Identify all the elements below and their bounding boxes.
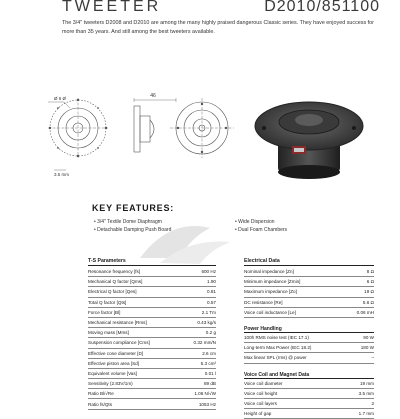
table-row <box>244 399 374 409</box>
key-features-left <box>94 218 171 234</box>
page-title: TWEETER <box>62 0 162 15</box>
ts-parameters-table <box>88 258 216 410</box>
row-label: Sensitivity (2.83V/1m) <box>88 381 133 387</box>
row-label: Max linear SPL (rms) @ power <box>244 355 307 361</box>
row-label: Maximum impedance [Zo] <box>244 289 297 295</box>
row-value: 600 Hz <box>201 269 216 275</box>
row-value: 0.43 kg/s <box>197 320 216 326</box>
row-label: Ratio Bl/√Re <box>88 391 114 397</box>
row-label: Height of gap <box>244 411 272 417</box>
feature-item: • 3/4" Textile Dome Diaphragm <box>94 219 162 225</box>
table-row <box>244 267 374 277</box>
row-label: Total Q factor [Qts] <box>88 299 127 305</box>
row-value: 2.1 Tm <box>201 309 216 315</box>
feature-item: • Dual Foam Chambers <box>235 227 288 233</box>
table-row <box>244 298 374 308</box>
table-row <box>88 369 216 379</box>
row-label: Nominal impedance [Zn] <box>244 269 294 275</box>
intro-paragraph: The 3/4" tweeters D2008 and D2010 are among the many highly praised dangerous Classic series. They have enjoyed success for more than 35 years. And still among the best tweeters available. <box>62 20 374 35</box>
table-row <box>88 338 216 348</box>
row-value: – <box>371 355 374 361</box>
table-row <box>88 298 216 308</box>
row-label: Equivalent volume [Vas] <box>88 370 137 376</box>
key-features-right <box>235 218 287 234</box>
row-label: 100h RMS noise test (IEC 17.1) <box>244 335 309 341</box>
row-value: 5.3 cm² <box>200 360 216 366</box>
table-row <box>244 277 374 287</box>
key-features-title: KEY FEATURES: <box>92 203 175 213</box>
table-row <box>244 333 374 343</box>
electrical-data-table <box>244 258 374 419</box>
row-label: Effective cone diameter [D] <box>88 350 144 356</box>
row-value: 0.01 l <box>204 370 216 376</box>
row-label: Force factor [Bl] <box>88 309 121 315</box>
tweeter-photo <box>250 88 368 184</box>
row-value: 1053 Hz <box>198 401 216 407</box>
table-row <box>244 308 374 318</box>
row-value: 0.06 mH <box>356 309 374 315</box>
row-label: DC resistance [Re] <box>244 299 283 305</box>
row-value: 3.5 mm <box>358 390 374 396</box>
row-value: 1.90 <box>207 279 216 285</box>
row-label: Voice coil diameter <box>244 380 283 386</box>
model-number: D2010/851100 <box>264 0 380 15</box>
row-value: 180 W <box>360 345 374 351</box>
row-label: Electrical Q factor [Qes] <box>88 289 137 295</box>
table-row <box>244 343 374 353</box>
row-value: 19 mm <box>359 380 374 386</box>
row-value: 8 Ω <box>366 269 374 275</box>
table-row <box>88 359 216 369</box>
row-value: 6 Ω <box>366 279 374 285</box>
row-value: 2 <box>371 400 374 406</box>
dimension-front: Ø 6 Ø <box>54 96 67 101</box>
row-label: Ratio fs/Qts <box>88 401 112 407</box>
dimension-width: 46 <box>150 93 156 99</box>
table-row <box>244 353 374 363</box>
row-label: Voice coil layers <box>244 400 277 406</box>
section-title: Voice Coil and Magnet Data <box>244 368 374 379</box>
table-title: Electrical Data <box>244 258 374 266</box>
table-row <box>88 277 216 287</box>
row-value: 0.32 mm/N <box>193 340 216 346</box>
row-value: 0.2 g <box>205 330 216 336</box>
table-row <box>88 287 216 297</box>
row-label: Voice coil height <box>244 390 278 396</box>
row-value: 89 dB <box>203 381 216 387</box>
table-row <box>88 389 216 399</box>
table-row <box>88 267 216 277</box>
technical-drawing <box>40 86 250 186</box>
row-label: Moving mass [Mms] <box>88 330 129 336</box>
table-row <box>244 287 374 297</box>
row-label: Mechanical Q factor [Qms] <box>88 279 143 285</box>
row-label: Long-term Max Power (IEC 18.2) <box>244 345 312 351</box>
row-value: 0.81 <box>207 289 216 295</box>
table-row <box>244 389 374 399</box>
row-value: 90 W <box>363 335 374 341</box>
row-value: 1.7 mm <box>358 411 374 417</box>
feature-item: • Detachable Damping Push Board <box>94 227 172 233</box>
row-value: 2.6 cm <box>202 350 216 356</box>
page-header <box>62 0 380 16</box>
row-label: Suspension compliance [Cms] <box>88 340 150 346</box>
table-row <box>88 318 216 328</box>
row-label: Effective piston area [Sd] <box>88 360 139 366</box>
row-value: 1.06 N/√W <box>194 391 216 397</box>
table-row <box>88 308 216 318</box>
row-label: Mechanical resistance [Rms] <box>88 320 147 326</box>
row-label: Resonance frequency [fs] <box>88 269 141 275</box>
dimension-bottom: 3.5 mm <box>54 172 70 177</box>
table-row <box>244 379 374 389</box>
table-title: T-S Parameters <box>88 258 216 266</box>
row-label: Voice coil inductance [Le] <box>244 309 296 315</box>
table-row <box>88 379 216 389</box>
row-value: 5.6 Ω <box>362 299 374 305</box>
feature-item: • Wide Dispersion <box>235 219 275 225</box>
table-row <box>88 349 216 359</box>
row-label: Minimum impedance [Zmin] <box>244 279 301 285</box>
table-row <box>88 328 216 338</box>
table-row <box>244 409 374 419</box>
row-value: 0.57 <box>207 299 216 305</box>
section-title: Power Handling <box>244 322 374 333</box>
table-row <box>88 399 216 409</box>
row-value: 19 Ω <box>364 289 374 295</box>
